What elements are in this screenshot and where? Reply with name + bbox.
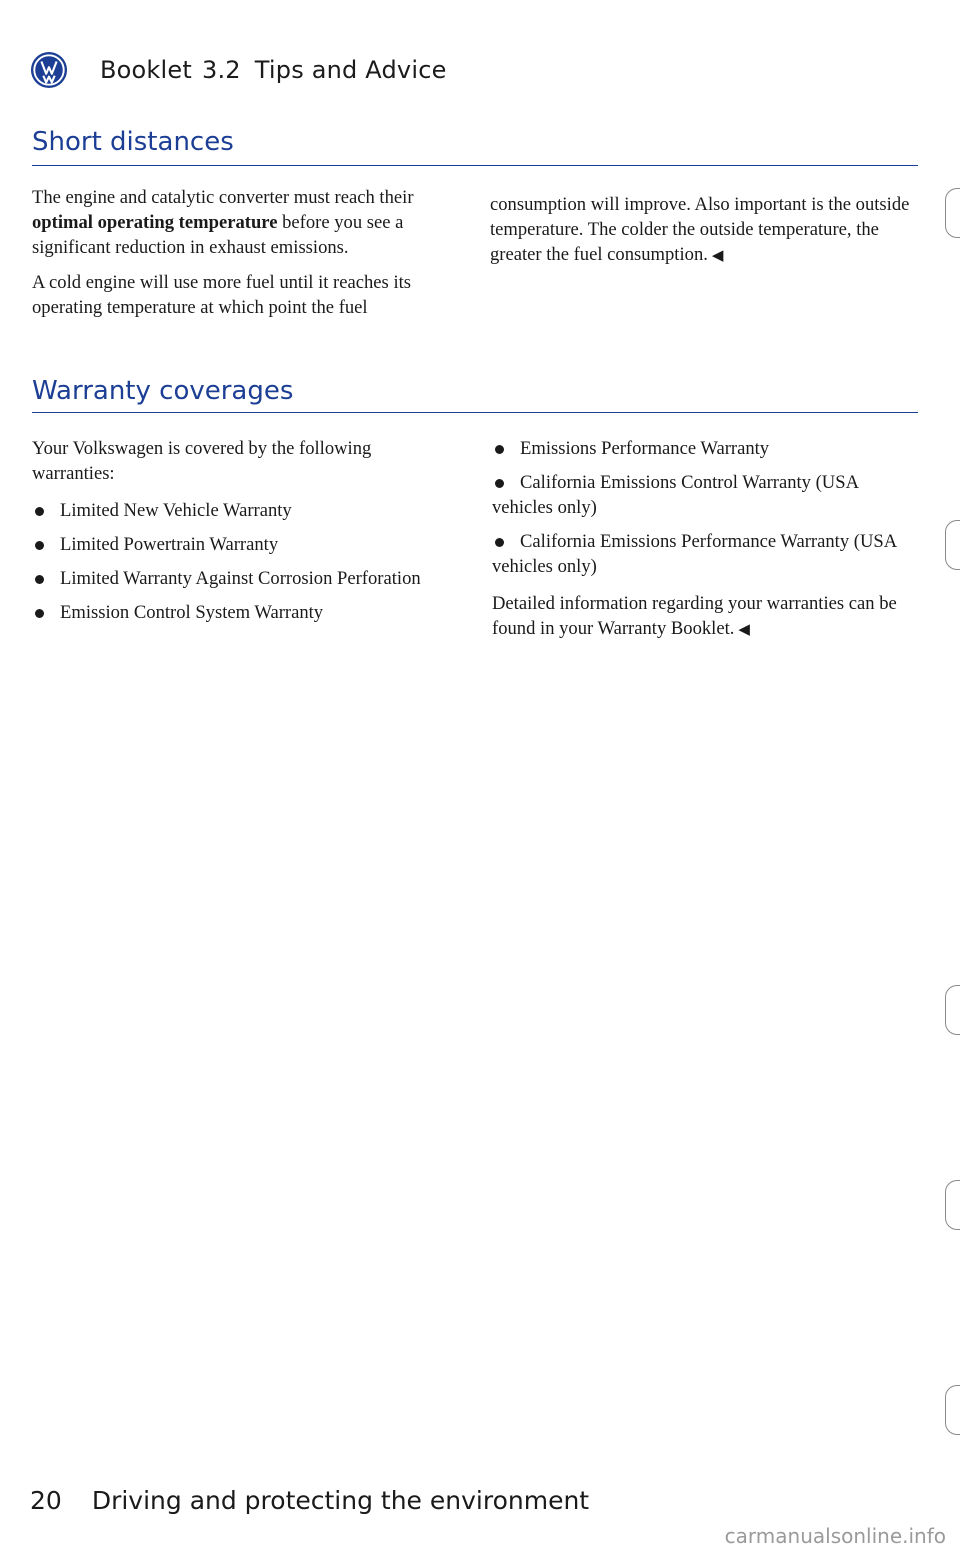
list-item: Limited Powertrain Warranty — [32, 532, 457, 557]
warranty-left-column — [32, 436, 457, 634]
warranty-list-right — [492, 436, 920, 579]
page-header — [30, 48, 447, 92]
watermark-text: carmanualsonline.info — [724, 1524, 946, 1548]
page-number: 20 — [30, 1486, 62, 1515]
short-distances-title: Short distances — [32, 127, 234, 157]
booklet-heading — [100, 56, 447, 84]
thumb-tab — [945, 1180, 960, 1230]
list-item: Emissions Performance Warranty — [492, 436, 920, 461]
short-distances-paragraph-3: consumption will improve. Also important is the outside temperature. The colder the outside temperature, the greater the fuel consumption. ◀ — [490, 194, 910, 265]
thumb-tab — [945, 985, 960, 1035]
end-of-section-icon: ◀ — [738, 622, 750, 638]
booklet-number: 3.2 — [201, 56, 241, 84]
thumb-tab — [945, 1385, 960, 1435]
section-divider — [32, 165, 918, 166]
list-item: Limited New Vehicle Warranty — [32, 498, 457, 523]
section-divider — [32, 412, 918, 413]
thumb-tab — [945, 188, 960, 238]
short-distances-paragraph-2: A cold engine will use more fuel until it reaches its operating temperature at which point the fuel — [32, 272, 412, 318]
page-footer — [30, 1486, 589, 1515]
emphasis-text: optimal operating temperature — [32, 212, 278, 233]
warranty-coverages-title: Warranty coverages — [32, 376, 294, 406]
short-distances-left-column — [32, 185, 457, 330]
end-of-section-icon: ◀ — [711, 248, 724, 264]
short-distances-paragraph-1: The engine and catalytic converter must reach their optimal operating temperature before you see a significant reduction in exhaust emissions. — [32, 187, 414, 258]
list-item: California Emissions Performance Warranty (USA vehicles only) — [492, 529, 920, 579]
booklet-label: Booklet — [100, 56, 192, 84]
warranty-right-column — [492, 436, 920, 653]
list-item: Emission Control System Warranty — [32, 600, 457, 625]
list-item: Limited Warranty Against Corrosion Perforation — [32, 566, 457, 591]
chapter-title: Driving and protecting the environment — [91, 1486, 590, 1515]
warranty-closing: Detailed information regarding your warranties can be found in your Warranty Booklet. ◀ — [492, 593, 897, 639]
vw-logo-icon — [30, 51, 68, 89]
list-item: California Emissions Control Warranty (USA vehicles only) — [492, 470, 920, 520]
warranty-list-left — [32, 498, 457, 625]
short-distances-right-column — [490, 192, 920, 279]
booklet-topic: Tips and Advice — [254, 56, 447, 84]
thumb-tab — [945, 520, 960, 570]
warranty-intro: Your Volkswagen is covered by the following warranties: — [32, 438, 372, 484]
